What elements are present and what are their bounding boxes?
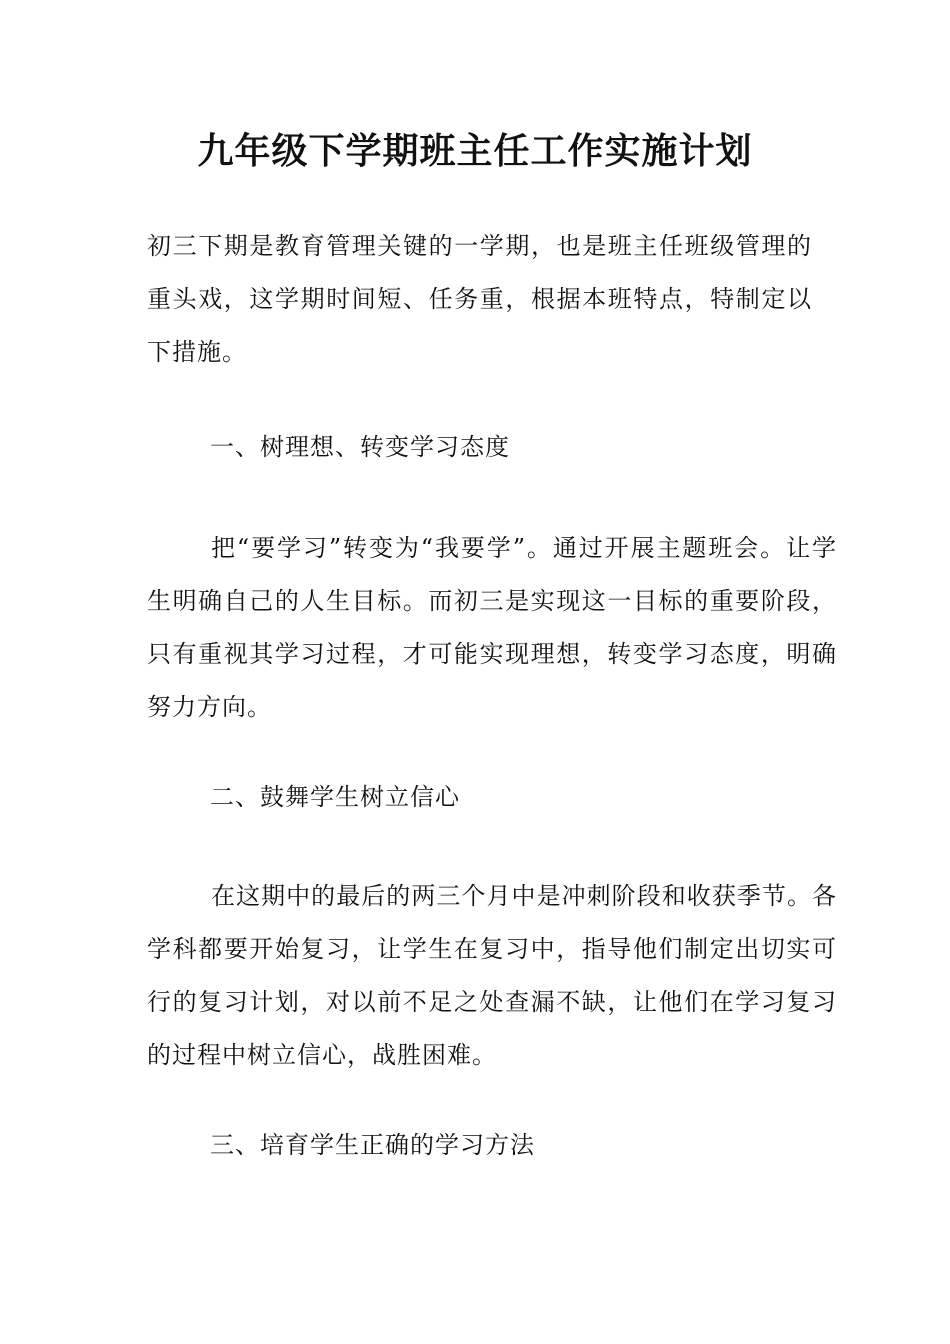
- intro-paragraph: 初三下期是教育管理关键的一学期，也是班主任班级管理的重头戏，这学期时间短、任务重，根据本班特点，特制定以下措施。: [147, 232, 812, 366]
- section-body-2: 在这期中的最后的两三个月中是冲刺阶段和收获季节。各学科都要开始复习，让学生在复习中，指导他们制定出切实可行的复习计划，对以前不足之处查漏不缺，让他们在学习复习的过程中树立信心，战胜困难。: [147, 882, 837, 1069]
- document-title: 九年级下学期班主任工作实施计划: [197, 130, 753, 172]
- section-heading-1: 一、树理想、转变学习态度: [210, 433, 510, 461]
- section-body-1: 把“要学习”转变为“我要学”。通过开展主题班会。让学生明确自己的人生目标。而初三是实现这一目标的重要阶段，只有重视其学习过程，才可能实现理想，转变学习态度，明确努力方向。: [147, 534, 837, 721]
- section-heading-2: 二、鼓舞学生树立信心: [210, 783, 460, 811]
- section-heading-3: 三、培育学生正确的学习方法: [210, 1131, 535, 1159]
